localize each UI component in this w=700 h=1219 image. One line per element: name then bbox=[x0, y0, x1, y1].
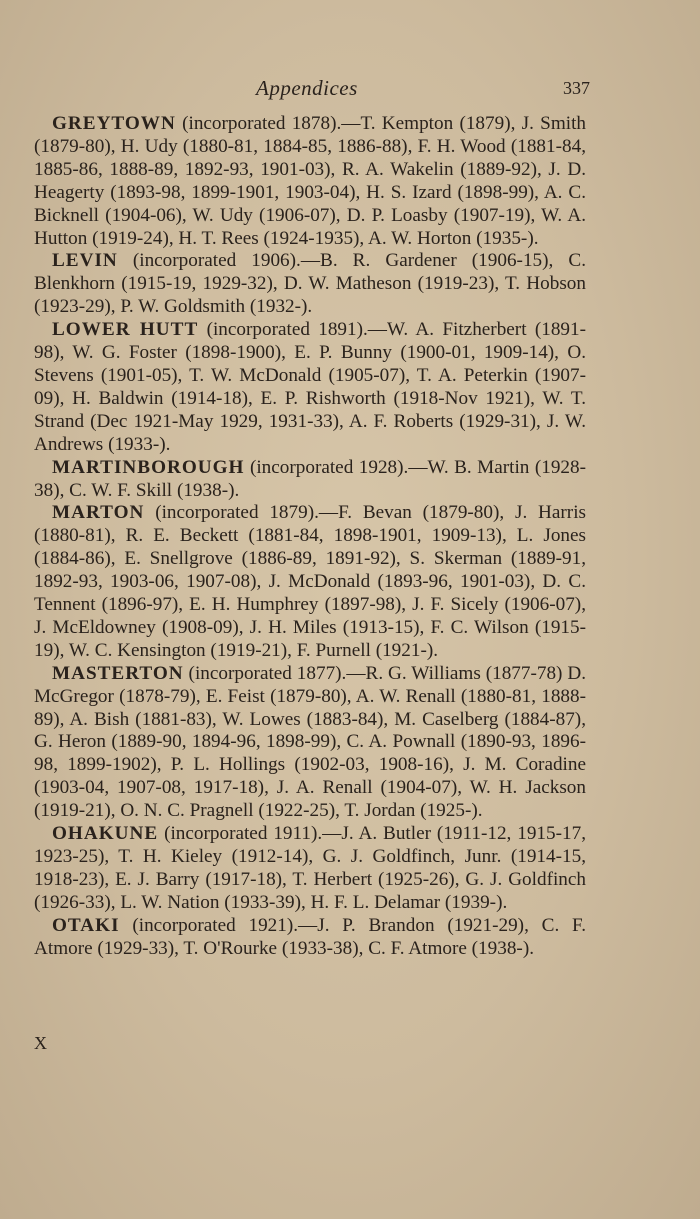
entry-lower-hutt bbox=[34, 319, 586, 456]
entry-heading: MARTINBOROUGH bbox=[52, 456, 245, 478]
entry-heading: MASTERTON bbox=[52, 662, 184, 684]
entry-masterton bbox=[34, 663, 586, 823]
entry-text: (incorporated 1878).—T. Kempton (1879), J. Smith (1879-80), H. Udy (1880-81, 1884-85, 1886-88), F. H. Wood (1881-84, 1885-86, 1888-89, 1892-93, 1901-03), R. A. Wakelin (1889-92), J. D. Heagerty (1893-98, 1899-1901, 1903-04), H. S. Izard (1898-99), A. C. Bicknell (1904-06), W. Udy (1906-07), D. P. Loasby (1907-19), W. A. Hutton (1919-24), H. T. Rees (1924-1935), A. W. Horton (1935-). bbox=[34, 113, 586, 249]
entry-levin bbox=[34, 250, 586, 319]
entry-text: (incorporated 1928).—W. B. Martin (1928-38), C. W. F. Skill (1938-). bbox=[34, 456, 586, 501]
page-header bbox=[0, 76, 700, 104]
entry-text: (incorporated 1879).—F. Bevan (1879-80), J. Harris (1880-81), R. E. Beckett (1881-84, 1898-1901, 1909-13), L. Jones (1884-86), E. Snellgrove (1886-89, 1891-92), S. Skerman (1889-91, 1892-93, 1903-06, 1907-08), J. McDonald (1893-96, 1901-03), D. C. Tennent (1896-97), E. H. Humphrey (1897-98), J. F. Sicely (1906-07), J. McEldowney (1908-09), J. H. Miles (1913-15), F. C. Wilson (1915-19), W. C. Kensington (1919-21), F. Purnell (1921-). bbox=[34, 502, 586, 661]
entry-marton bbox=[34, 502, 586, 662]
running-title: Appendices bbox=[256, 76, 358, 100]
entry-heading: LEVIN bbox=[52, 250, 118, 272]
entry-text: (incorporated 1877).—R. G. Williams (1877-78) D. McGregor (1878-79), E. Feist (1879-80), A. W. Renall (1880-81, 1888-89), A. Bish (1881-83), W. Lowes (1883-84), M. Caselberg (1884-87), G. Heron (1889-90, 1894-96, 1898-99), C. A. Pownall (1890-93, 1896-98, 1899-1902), P. L. Hollings (1902-03, 1908-16), J. M. Coradine (1903-04, 1907-08, 1917-18), J. A. Renall (1904-07), W. H. Jackson (1919-21), O. N. C. Pragnell (1922-25), T. Jordan (1925-). bbox=[34, 662, 586, 822]
entry-heading: MARTON bbox=[52, 502, 145, 524]
entry-heading: LOWER HUTT bbox=[52, 319, 199, 341]
signature-mark: X bbox=[34, 1033, 47, 1053]
entry-heading: OTAKI bbox=[52, 914, 120, 936]
page-number: 337 bbox=[563, 78, 590, 98]
entry-heading: OHAKUNE bbox=[52, 823, 159, 845]
entry-otaki bbox=[34, 915, 586, 961]
entry-heading: GREYTOWN bbox=[52, 113, 176, 134]
appendix-body bbox=[34, 113, 586, 961]
entry-text: (incorporated 1891).—W. A. Fitzherbert (1891-98), W. G. Foster (1898-1900), E. P. Bunny (1900-01, 1909-14), O. Stevens (1901-05), T. W. McDonald (1905-07), T. A. Peterkin (1907-09), H. Baldwin (1914-18), E. P. Rishworth (1918-Nov 1921), W. T. Strand (Dec 1921-May 1929, 1931-33), A. F. Roberts (1929-31), J. W. Andrews (1933-). bbox=[34, 319, 586, 455]
entry-ohakune bbox=[34, 823, 586, 915]
entry-martinborough bbox=[34, 457, 586, 503]
entry-greytown bbox=[34, 113, 586, 250]
entry-text: (incorporated 1911).—J. A. Butler (1911-12, 1915-17, 1923-25), T. H. Kieley (1912-14), G. J. Goldfinch, Junr. (1914-15, 1918-23), E. J. Barry (1917-18), T. Herbert (1925-26), G. J. Goldfinch (1926-33), L. W. Nation (1933-39), H. F. L. Delamar (1939-). bbox=[34, 823, 586, 913]
entry-text: (incorporated 1906).—B. R. Gardener (1906-15), C. Blenkhorn (1915-19, 1929-32), D. W. Matheson (1919-23), T. Hobson (1923-29), P. W. Goldsmith (1932-). bbox=[34, 250, 586, 318]
entry-text: (incorporated 1921).—J. P. Brandon (1921-29), C. F. Atmore (1929-33), T. O'Rourke (1933-38), C. F. Atmore (1938-). bbox=[34, 914, 586, 959]
